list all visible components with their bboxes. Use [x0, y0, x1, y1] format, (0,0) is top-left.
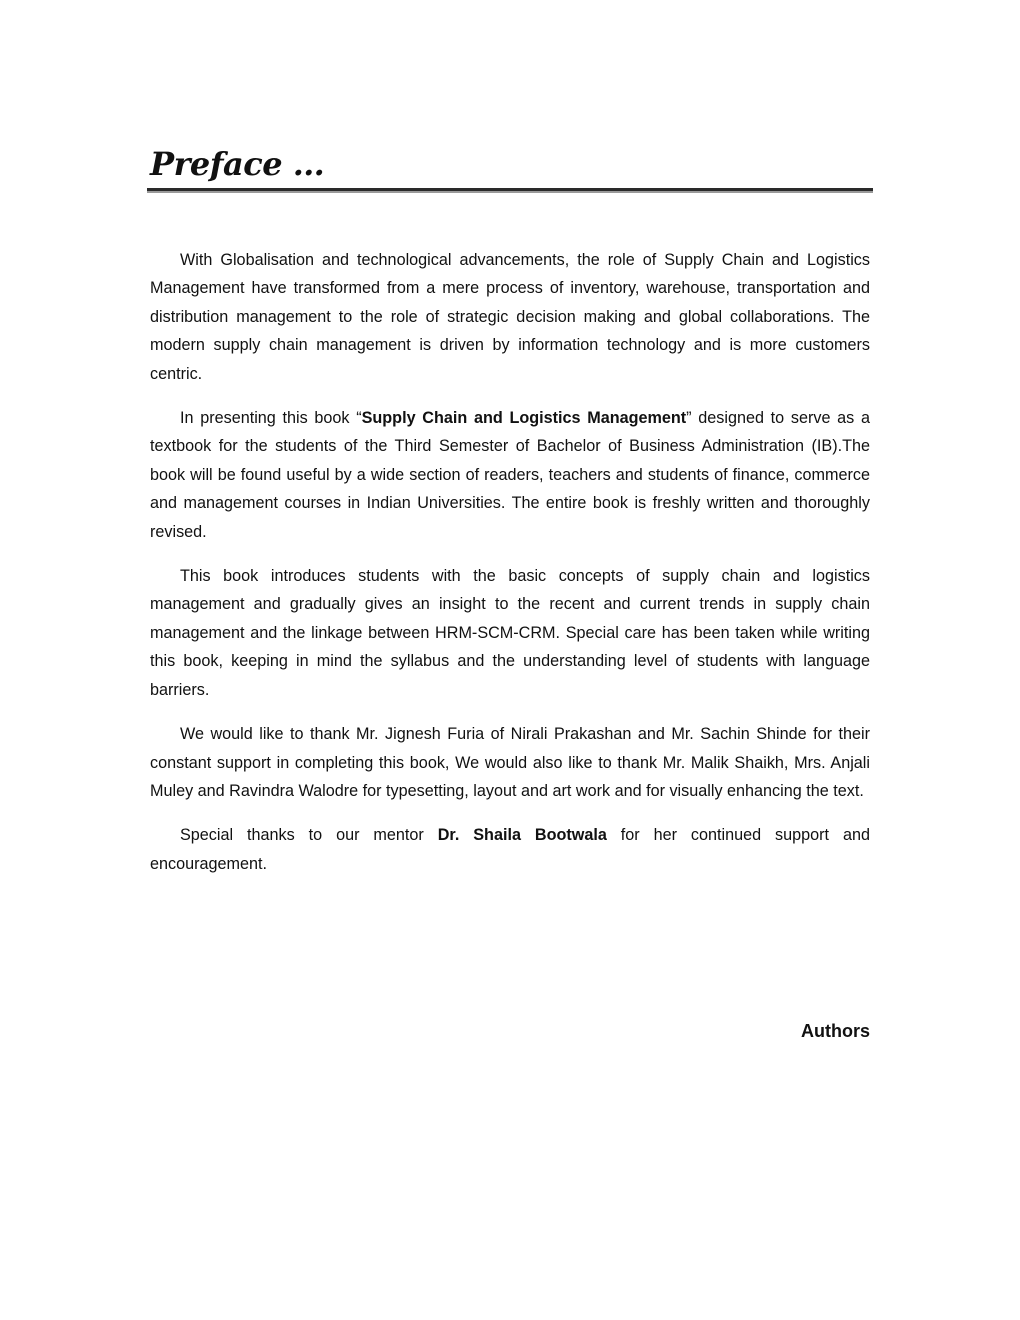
paragraph-2-rest: ” designed to serve as a textbook for the students of the Third Semester of Bachelor of Business Administration (IB).The book will be found useful by a wide section of readers, teachers and students of finance, commerce and management courses in Indian Universities. The entire book is freshly written and thoroughly revised. [150, 409, 870, 541]
paragraph-5 [150, 821, 870, 878]
mentor-name: Dr. Shaila Bootwala [437, 826, 607, 845]
paragraph-1: With Globalisation and technological advancements, the role of Supply Chain and Logistics Management have transformed from a mere process of inventory, warehouse, transportation and distribution management to the role of strategic decision making and global collaborations. The modern supply chain management is driven by information technology and is more customers centric. [150, 251, 870, 383]
book-title: Supply Chain and Logistics Management [361, 409, 687, 428]
page-title: Preface … [150, 145, 325, 183]
title-underline-shadow [147, 191, 873, 193]
paragraph-5-lead: Special thanks to our mentor [180, 826, 438, 845]
preface-body [150, 246, 870, 894]
authors-signature: Authors [801, 1021, 870, 1041]
paragraph-4: We would like to thank Mr. Jignesh Furia of Nirali Prakashan and Mr. Sachin Shinde for their constant support in completing this book, We would also like to thank Mr. Malik Shaikh, Mrs. Anjali Muley and Ravindra Walodre for typesetting, layout and art work and for visually enhancing the text. [150, 725, 870, 800]
paragraph-3: This book introduces students with the basic concepts of supply chain and logistics management and gradually gives an insight to the recent and current trends in supply chain management and the linkage between HRM-SCM-CRM. Special care has been taken while writing this book, keeping in mind the syllabus and the understanding level of students with language barriers. [150, 567, 870, 699]
paragraph-2 [150, 404, 870, 546]
heading-row [150, 140, 870, 186]
preface-page [150, 140, 870, 1041]
paragraph-2-lead: In presenting this book “ [180, 409, 362, 428]
paragraph-5-rest: for her continued support and encouragement. [150, 826, 870, 873]
